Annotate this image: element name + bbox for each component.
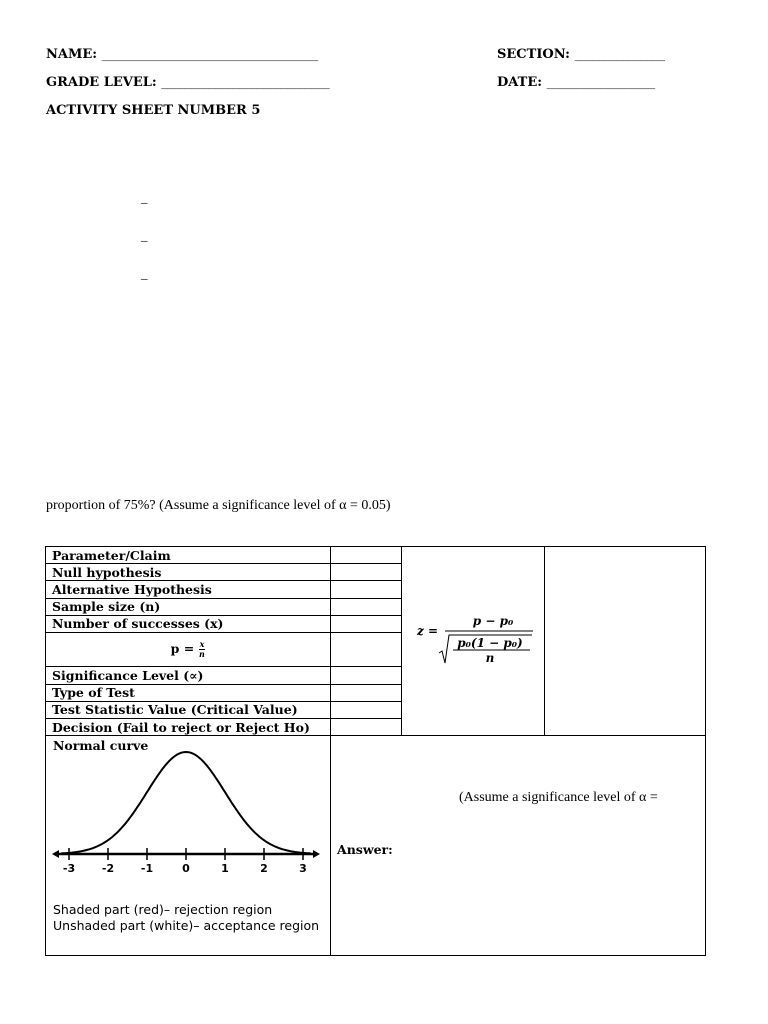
- axis-tick-label: -3: [62, 862, 76, 876]
- row-label-sample-size: Sample size (n): [46, 598, 331, 615]
- answer-cell-parameter[interactable]: [331, 547, 402, 564]
- axis-tick-label: -2: [101, 862, 115, 876]
- answer-cell-sample-proportion[interactable]: [331, 633, 402, 667]
- row-label-alternative-hypothesis: Alternative Hypothesis: [46, 581, 331, 598]
- answer-cell-number-of-successes[interactable]: [331, 615, 402, 632]
- date-line[interactable]: __________________: [546, 75, 655, 90]
- row-label-type-of-test: Type of Test: [46, 684, 331, 701]
- answer-cell-alternative-hypothesis[interactable]: [331, 581, 402, 598]
- section-label: SECTION:: [497, 47, 570, 62]
- activity-table: [45, 546, 706, 956]
- axis-arrow-left: [52, 850, 59, 858]
- curve-caption: Shaded part (red)– rejection region Unshaded part (white)– acceptance region: [53, 902, 320, 934]
- date-field: [497, 75, 655, 90]
- normal-curve-label: Normal curve: [53, 738, 149, 754]
- answer-cell-test-statistic[interactable]: [331, 701, 402, 718]
- formula-cell: [402, 547, 545, 736]
- z-formula: [413, 611, 533, 671]
- answer-cell-type-of-test[interactable]: [331, 684, 402, 701]
- row-label-test-statistic: Test Statistic Value (Critical Value): [46, 701, 331, 718]
- answer-cell-sample-size[interactable]: [331, 598, 402, 615]
- section-field: [497, 47, 664, 62]
- formula-lhs: z =: [417, 624, 439, 639]
- row-label-parameter: Parameter/Claim: [46, 547, 331, 564]
- normal-curve-diagram: [46, 750, 326, 900]
- date-label: DATE:: [497, 75, 543, 90]
- dash-mark: _: [141, 228, 148, 243]
- axis-tick-label: 2: [260, 862, 268, 876]
- answer-area-cell[interactable]: [331, 736, 706, 956]
- row-label-number-of-successes: Number of successes (x): [46, 615, 331, 632]
- formula-sqrt-denominator: n: [485, 651, 495, 666]
- axis-tick-label: 3: [299, 862, 307, 876]
- answer-cell-null-hypothesis[interactable]: [331, 564, 402, 581]
- dash-mark: _: [141, 266, 148, 281]
- answer-cell-significance-level[interactable]: [331, 667, 402, 684]
- axis-tick-label: 1: [221, 862, 229, 876]
- grade-level-field: [46, 75, 329, 90]
- answer-label: Answer:: [337, 842, 393, 858]
- p-fraction: [199, 640, 206, 659]
- p-label: p =: [170, 641, 195, 657]
- axis-tick-label: 0: [182, 862, 190, 876]
- blank-cell-right[interactable]: [545, 547, 706, 736]
- row-label-significance-level: Significance Level (∝): [46, 667, 331, 684]
- assume-text: (Assume a significance level of α =: [459, 790, 658, 806]
- dash-mark: _: [141, 190, 148, 205]
- grade-level-label: GRADE LEVEL:: [46, 75, 157, 90]
- name-field: [46, 47, 318, 62]
- row-label-sample-proportion: [46, 633, 331, 667]
- p-denominator: n: [199, 649, 205, 660]
- row-label-decision: Decision (Fail to reject or Reject Ho): [46, 719, 331, 736]
- normal-curve-cell: [46, 736, 331, 956]
- question-text: proportion of 75%? (Assume a significance level of α = 0.05): [46, 498, 391, 513]
- activity-title: ACTIVITY SHEET NUMBER 5: [46, 103, 261, 118]
- p-numerator: x: [199, 639, 205, 650]
- name-label: NAME:: [46, 47, 98, 62]
- axis-arrow-right: [313, 850, 320, 858]
- bell-curve: [61, 752, 311, 853]
- formula-numerator: p − p₀: [472, 614, 514, 629]
- name-line[interactable]: ____________________________________: [101, 47, 318, 62]
- grade-level-line[interactable]: ____________________________: [161, 75, 330, 90]
- formula-sqrt-numerator: p₀(1 − p₀): [457, 636, 523, 651]
- section-line[interactable]: _______________: [574, 47, 665, 62]
- row-label-null-hypothesis: Null hypothesis: [46, 564, 331, 581]
- axis-tick-label: -1: [140, 862, 154, 876]
- answer-cell-decision[interactable]: [331, 719, 706, 736]
